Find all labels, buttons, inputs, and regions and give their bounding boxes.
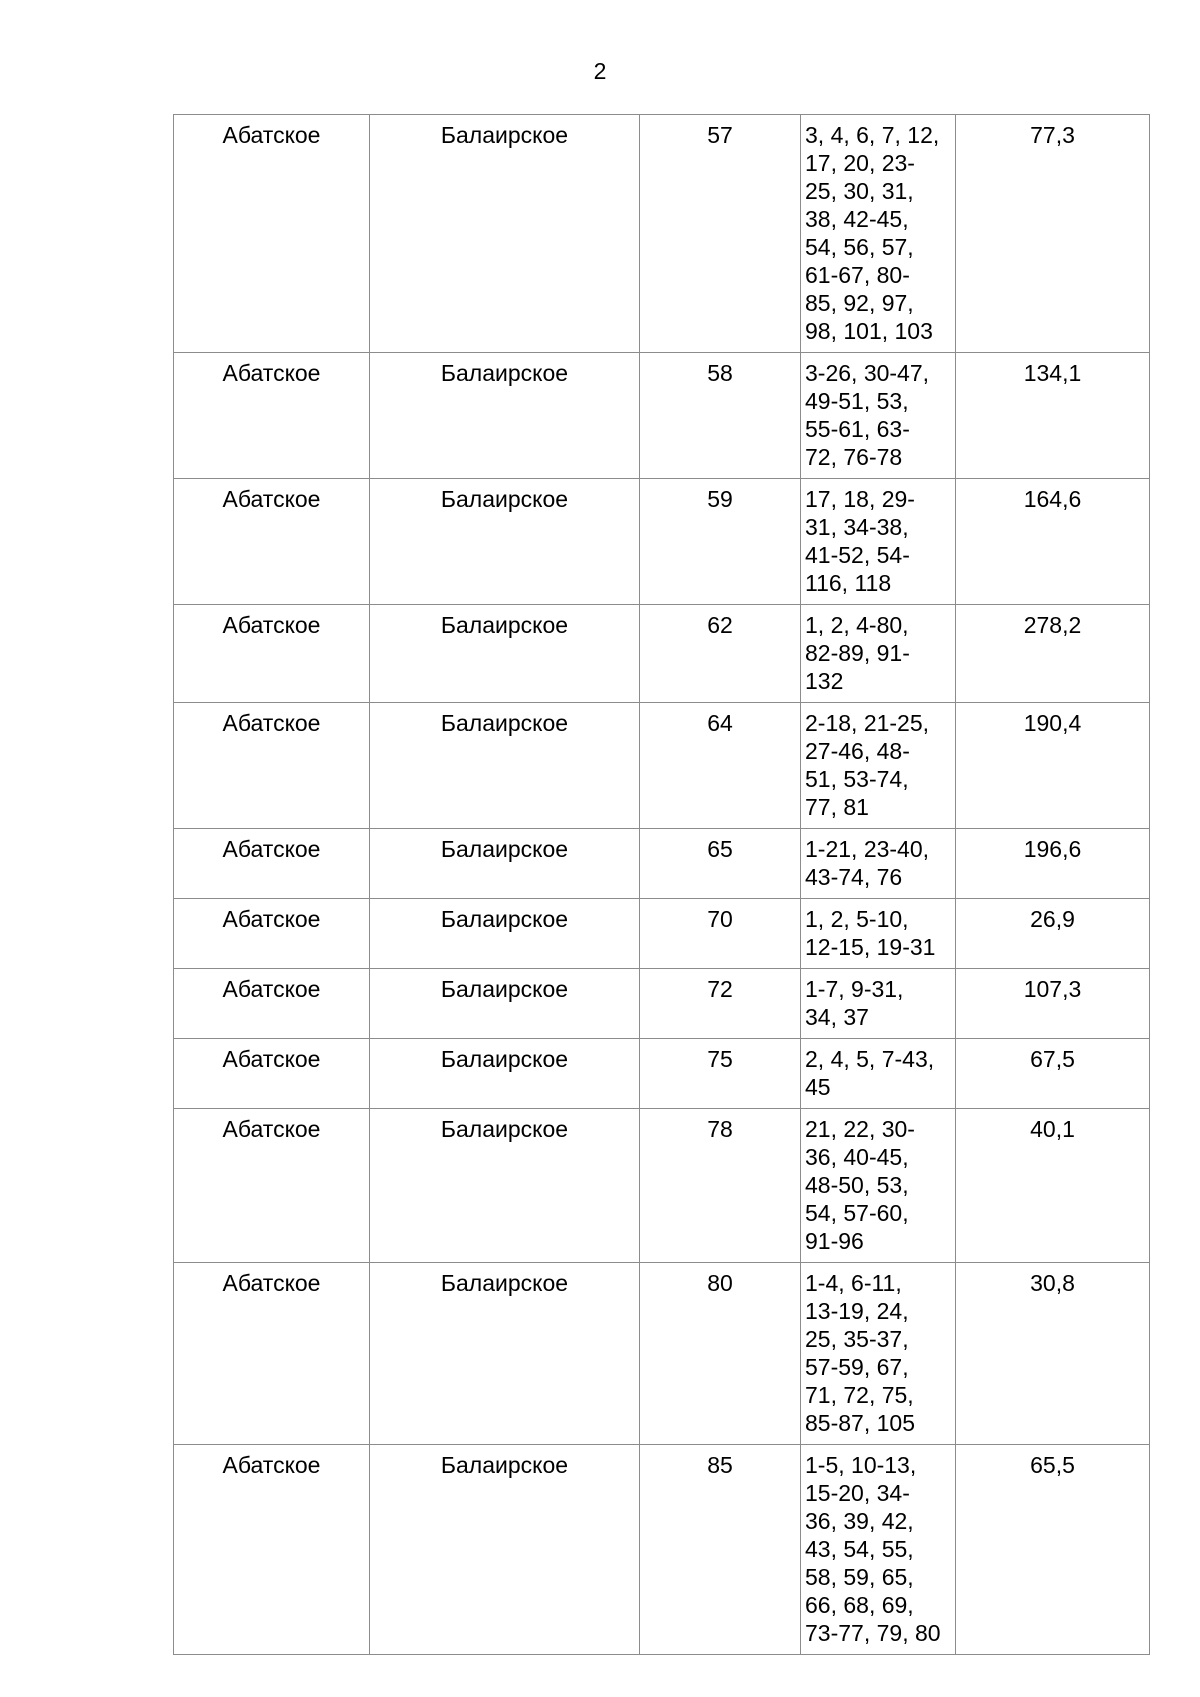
plots-line: 3-26, 30-47, — [805, 360, 930, 386]
table-body — [174, 115, 1150, 1655]
plots-cell — [801, 1263, 956, 1445]
plots-line: 31, 34-38, — [805, 514, 909, 540]
plots-line: 55-61, 63- — [805, 416, 910, 442]
table-row — [174, 703, 1150, 829]
plots-line: 15-20, 34- — [805, 1480, 910, 1506]
table-row — [174, 899, 1150, 969]
plots-line: 66, 68, 69, — [805, 1592, 914, 1618]
forestry-cell: Балаирское — [370, 353, 640, 479]
plots-cell — [801, 115, 956, 353]
table-row — [174, 353, 1150, 479]
plots-line: 57-59, 67, — [805, 1354, 909, 1380]
area-cell: 134,1 — [956, 353, 1150, 479]
quarter-cell: 78 — [640, 1109, 801, 1263]
plots-line: 132 — [805, 668, 844, 694]
plots-line: 3, 4, 6, 7, 12, — [805, 122, 940, 148]
table-row — [174, 605, 1150, 703]
area-cell: 65,5 — [956, 1445, 1150, 1655]
district-cell: Абатское — [174, 703, 370, 829]
plots-line: 36, 39, 42, — [805, 1508, 914, 1534]
quarter-cell: 75 — [640, 1039, 801, 1109]
forestry-cell: Балаирское — [370, 969, 640, 1039]
plots-line: 34, 37 — [805, 1004, 869, 1030]
plots-cell — [801, 479, 956, 605]
plots-line: 25, 35-37, — [805, 1326, 909, 1352]
plots-cell — [801, 899, 956, 969]
plots-line: 54, 56, 57, — [805, 234, 914, 260]
plots-cell — [801, 969, 956, 1039]
forestry-cell: Балаирское — [370, 1039, 640, 1109]
quarter-cell: 80 — [640, 1263, 801, 1445]
plots-line: 51, 53-74, — [805, 766, 909, 792]
plots-line: 61-67, 80- — [805, 262, 910, 288]
forestry-cell: Балаирское — [370, 1445, 640, 1655]
plots-cell — [801, 1445, 956, 1655]
plots-line: 36, 40-45, — [805, 1144, 909, 1170]
plots-line: 1-7, 9-31, — [805, 976, 904, 1002]
quarter-cell: 57 — [640, 115, 801, 353]
forestry-cell: Балаирское — [370, 1263, 640, 1445]
plots-line: 1-5, 10-13, — [805, 1452, 917, 1478]
plots-cell — [801, 829, 956, 899]
district-cell: Абатское — [174, 1445, 370, 1655]
forestry-cell: Балаирское — [370, 899, 640, 969]
area-cell: 40,1 — [956, 1109, 1150, 1263]
plots-line: 43, 54, 55, — [805, 1536, 914, 1562]
area-cell: 30,8 — [956, 1263, 1150, 1445]
plots-line: 58, 59, 65, — [805, 1564, 914, 1590]
quarter-cell: 85 — [640, 1445, 801, 1655]
table-row — [174, 115, 1150, 353]
plots-line: 12-15, 19-31 — [805, 934, 936, 960]
plots-line: 85-87, 105 — [805, 1410, 915, 1436]
plots-line: 1-4, 6-11, — [805, 1270, 902, 1296]
district-cell: Абатское — [174, 829, 370, 899]
table-row — [174, 829, 1150, 899]
plots-line: 17, 20, 23- — [805, 150, 915, 176]
plots-line: 49-51, 53, — [805, 388, 909, 414]
district-cell: Абатское — [174, 115, 370, 353]
plots-line: 27-46, 48- — [805, 738, 910, 764]
quarter-cell: 65 — [640, 829, 801, 899]
area-cell: 77,3 — [956, 115, 1150, 353]
plots-line: 1, 2, 5-10, — [805, 906, 909, 932]
area-cell: 67,5 — [956, 1039, 1150, 1109]
district-cell: Абатское — [174, 1263, 370, 1445]
plots-line: 1, 2, 4-80, — [805, 612, 909, 638]
plots-line: 41-52, 54- — [805, 542, 910, 568]
page-number: 2 — [593, 58, 607, 84]
plots-line: 21, 22, 30- — [805, 1116, 915, 1142]
plots-cell — [801, 353, 956, 479]
plots-line: 77, 81 — [805, 794, 869, 820]
plots-line: 73-77, 79, 80 — [805, 1620, 941, 1646]
area-cell: 26,9 — [956, 899, 1150, 969]
district-cell: Абатское — [174, 1039, 370, 1109]
area-cell: 196,6 — [956, 829, 1150, 899]
forestry-cell: Балаирское — [370, 829, 640, 899]
plots-line: 72, 76-78 — [805, 444, 903, 470]
plots-line: 98, 101, 103 — [805, 318, 933, 344]
plots-line: 13-19, 24, — [805, 1298, 909, 1324]
area-cell: 164,6 — [956, 479, 1150, 605]
district-cell: Абатское — [174, 969, 370, 1039]
plots-line: 38, 42-45, — [805, 206, 909, 232]
district-cell: Абатское — [174, 353, 370, 479]
forestry-cell: Балаирское — [370, 703, 640, 829]
area-cell: 107,3 — [956, 969, 1150, 1039]
district-cell: Абатское — [174, 899, 370, 969]
forestry-cell: Балаирское — [370, 1109, 640, 1263]
forestry-cell: Балаирское — [370, 605, 640, 703]
table-row — [174, 969, 1150, 1039]
plots-cell — [801, 605, 956, 703]
plots-line: 48-50, 53, — [805, 1172, 909, 1198]
quarter-cell: 62 — [640, 605, 801, 703]
district-cell: Абатское — [174, 479, 370, 605]
plots-line: 17, 18, 29- — [805, 486, 915, 512]
quarter-cell: 59 — [640, 479, 801, 605]
forest-plots-table — [173, 114, 1150, 1655]
table-row — [174, 1263, 1150, 1445]
plots-line: 45 — [805, 1074, 831, 1100]
plots-cell — [801, 703, 956, 829]
plots-line: 82-89, 91- — [805, 640, 910, 666]
table-row — [174, 1445, 1150, 1655]
quarter-cell: 58 — [640, 353, 801, 479]
district-cell: Абатское — [174, 1109, 370, 1263]
table-row — [174, 1039, 1150, 1109]
plots-line: 43-74, 76 — [805, 864, 903, 890]
area-cell: 278,2 — [956, 605, 1150, 703]
quarter-cell: 70 — [640, 899, 801, 969]
forestry-cell: Балаирское — [370, 115, 640, 353]
plots-line: 2, 4, 5, 7-43, — [805, 1046, 935, 1072]
plots-cell — [801, 1109, 956, 1263]
plots-line: 1-21, 23-40, — [805, 836, 930, 862]
area-cell: 190,4 — [956, 703, 1150, 829]
quarter-cell: 72 — [640, 969, 801, 1039]
plots-line: 2-18, 21-25, — [805, 710, 930, 736]
plots-line: 25, 30, 31, — [805, 178, 914, 204]
plots-line: 116, 118 — [805, 570, 892, 596]
plots-line: 54, 57-60, — [805, 1200, 909, 1226]
plots-cell — [801, 1039, 956, 1109]
plots-line: 91-96 — [805, 1228, 864, 1254]
table-row — [174, 479, 1150, 605]
district-cell: Абатское — [174, 605, 370, 703]
plots-line: 71, 72, 75, — [805, 1382, 914, 1408]
table-row — [174, 1109, 1150, 1263]
plots-line: 85, 92, 97, — [805, 290, 914, 316]
quarter-cell: 64 — [640, 703, 801, 829]
forestry-cell: Балаирское — [370, 479, 640, 605]
